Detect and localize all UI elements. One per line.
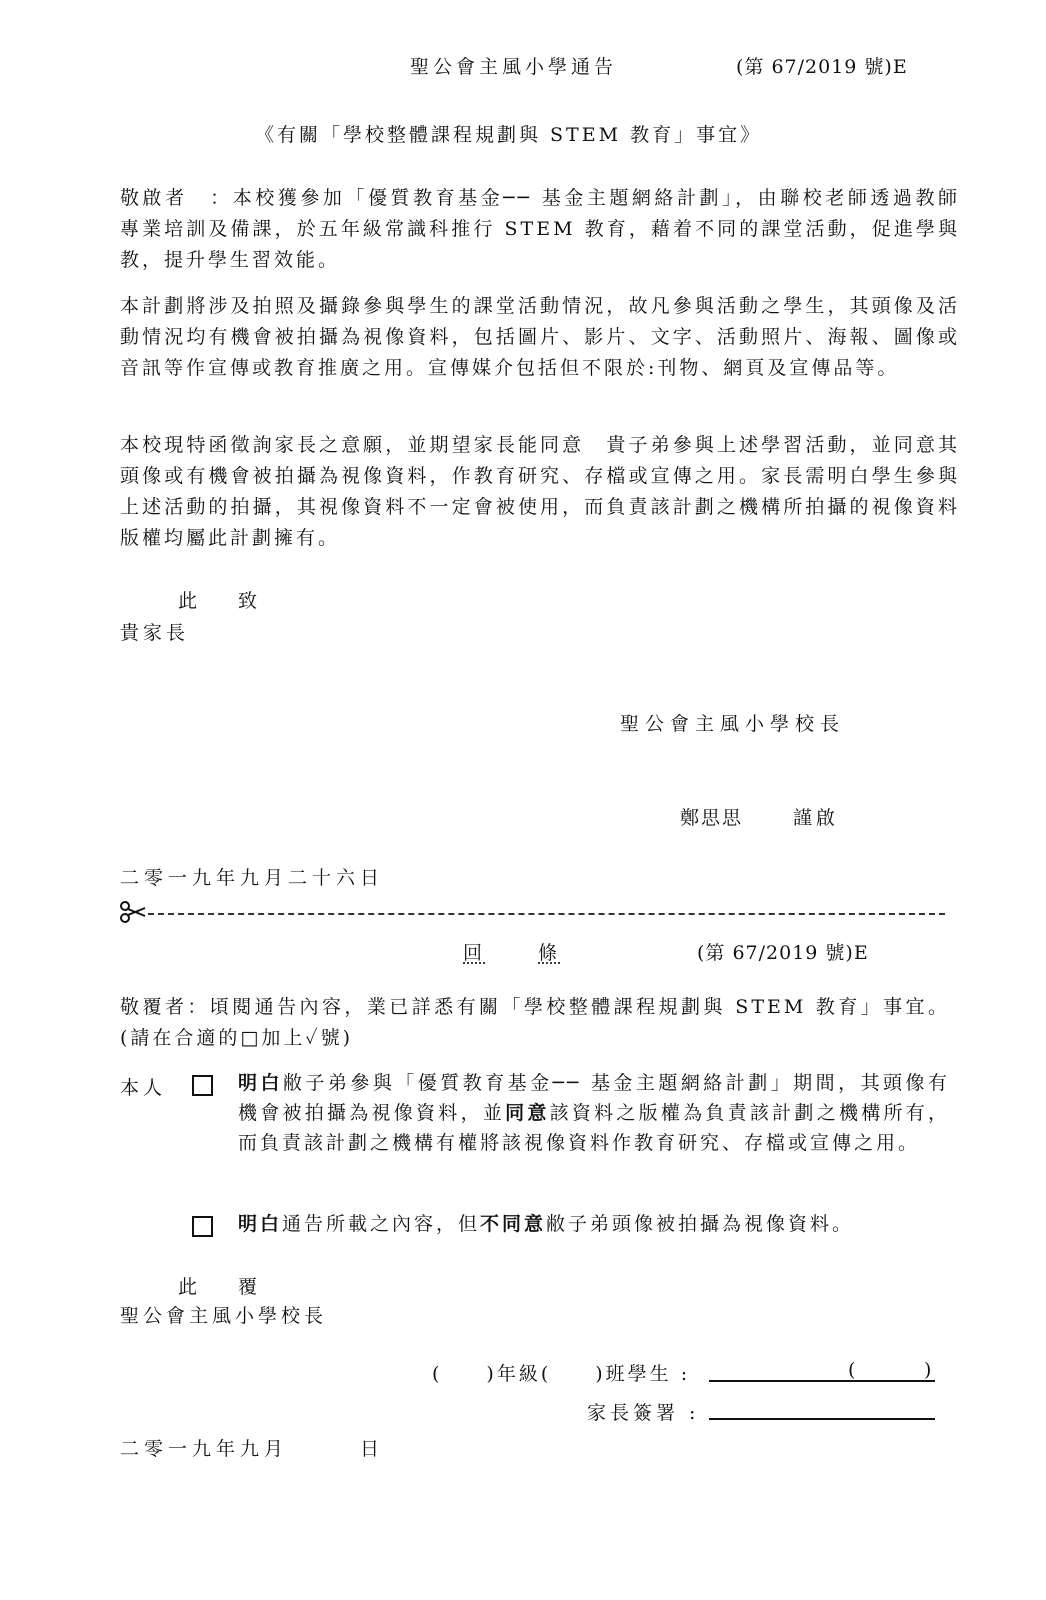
reply-title	[463, 938, 561, 965]
empty-box-icon: □	[240, 1027, 262, 1049]
notice-title: 聖公會主風小學通告	[410, 56, 618, 78]
class-number-paren-open: (	[848, 1359, 856, 1381]
option2-bold-disagree: 不同意	[480, 1213, 547, 1235]
signer-name: 鄭思思	[680, 807, 744, 829]
notice-paragraph-3: 本校現特函徵詢家長之意願，並期望家長能同意 貴子弟參與上述學習活動，並同意其頭像或有機會被拍攝為視像資料，作教育研究、存檔或宣傳之用。家長需明白學生參與上述活動的拍攝，其視像資料不一定會被使用，而負責該計劃之機構所拍攝的視像資料版權均屬此計劃擁有。	[120, 434, 960, 549]
reply-intro-mid: 加上	[261, 1027, 306, 1049]
addressee: 貴家長	[120, 622, 190, 644]
student-name-field[interactable]	[709, 1380, 935, 1382]
notice-subject: 《有關「學校整體課程規劃與 STEM 教育」事宜》	[255, 124, 763, 146]
reply-title-char-2: 條	[538, 942, 562, 964]
class-number-paren-close: )	[924, 1359, 932, 1381]
reply-closing-word-1: 此	[178, 1276, 202, 1298]
parent-signature-field[interactable]	[709, 1418, 935, 1420]
option1-text-1: 敝子弟參與「優質教育基金── 基金主題網絡計劃」期間，其頭像有機會被拍攝為視像資料，並	[238, 1072, 950, 1124]
reply-number: (第 67/2019 號)E	[697, 942, 869, 964]
reply-intro-end: 號)	[320, 1027, 354, 1049]
closing-word-1: 此	[178, 590, 202, 612]
notice-paragraph-2: 本計劃將涉及拍照及攝錄參與學生的課堂活動情況，故凡參與活動之學生，其頭像及活動情況均有機會被拍攝為視像資料，包括圖片、影片、文字、活動照片、海報、圖像或音訊等作宣傳或教育推廣之用。宣傳媒介包括但不限於:刊物、網頁及宣傳品等。	[120, 295, 960, 379]
self-label: 本人	[120, 1077, 167, 1099]
signer-salute: 謹啟	[793, 807, 840, 829]
signer-title: 聖公會主風小學校長	[620, 713, 846, 735]
scissors-icon	[118, 898, 146, 926]
notice-number: (第 67/2019 號)E	[736, 56, 908, 78]
parent-sign-label: 家長簽署 :	[587, 1402, 700, 1424]
reply-intro	[120, 992, 950, 1054]
cut-dashed-line	[148, 913, 945, 915]
option2-text-2: 敝子弟頭像被拍攝為視像資料。	[546, 1213, 855, 1235]
option1-text-2: 該資料之版權為負責該計劃之機構所有，而負責該計劃之機構有權將該視像資料作教育研究、存檔或宣傳之用。	[238, 1102, 950, 1154]
notice-paragraph-1: 敬啟者 ：本校獲參加「優質教育基金── 基金主題網絡計劃」，由聯校老師透過教師專業培訓及備課，於五年級常識科推行 STEM 教育，藉着不同的課堂活動，促進學與教，提升學生習效能。	[120, 187, 960, 271]
reply-closing-word-2: 覆	[238, 1276, 262, 1298]
option1-bold-understand: 明白	[238, 1072, 283, 1094]
option-agree	[238, 1068, 950, 1158]
notice-date: 二零一九年九月二十六日	[120, 867, 385, 889]
reply-date: 二零一九年九月 日	[120, 1438, 385, 1460]
agree-checkbox[interactable]	[192, 1075, 213, 1096]
option2-bold-understand: 明白	[238, 1213, 283, 1235]
reply-title-char-1: 回	[463, 942, 487, 964]
option2-text-1: 通告所載之內容，但	[282, 1213, 481, 1235]
class-line-label: ( )年級( )班學生 :	[432, 1363, 691, 1385]
option-disagree	[238, 1209, 950, 1239]
checkmark-icon: ✓	[305, 1027, 321, 1049]
reply-addressee: 聖公會主風小學校長	[120, 1305, 328, 1327]
option1-bold-agree: 同意	[505, 1102, 550, 1124]
disagree-checkbox[interactable]	[192, 1216, 213, 1237]
closing-word-2: 致	[238, 590, 262, 612]
reply-intro-text: 敬覆者：頃閱通告內容，業已詳悉有關「學校整體課程規劃與 STEM 教育」事宜。(請在合適的	[120, 996, 950, 1049]
